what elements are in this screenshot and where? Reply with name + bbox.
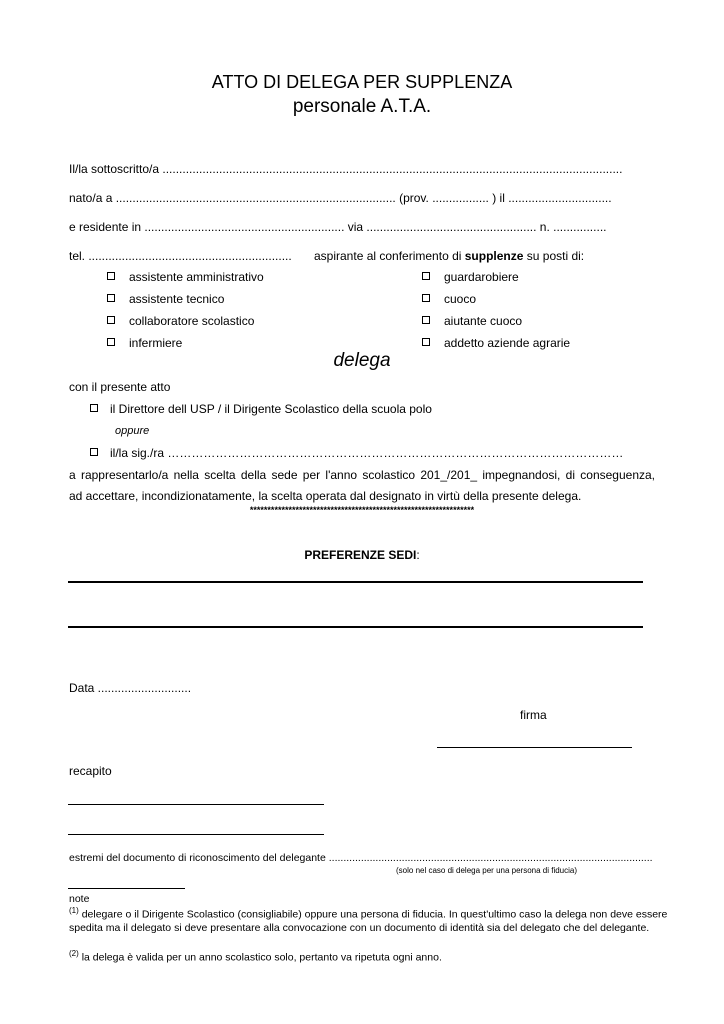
note-2: $^{(2)}$ la delega è valida per un anno scolastico solo, pertanto va ripetuta ogni anno. [69,949,442,964]
checkbox-icon[interactable] [90,448,98,456]
recapito-line-2[interactable] [68,834,324,835]
checkbox-icon[interactable] [107,338,115,346]
option-sig-ra[interactable]: il/la sig./ra …………………………………………………………………………………………………… [90,446,623,460]
field-residente[interactable]: e residente in ............................................................ via ................................................... n. ................ [69,220,607,234]
option-assistente-tecnico[interactable]: assistente tecnico [107,292,224,306]
preferenze-line-2[interactable] [68,626,643,628]
option-guardarobiere[interactable]: guardarobiere [422,270,519,284]
separator-stars: **************************************************************** [249,505,475,515]
note-1-line-1: $^{(1)}$ delegare o il Dirigente Scolastico (consigliabile) oppure una persona di fiducia. In quest'ultimo caso la delega non deve essere [69,906,668,921]
option-assistente-amministrativo[interactable]: assistente amministrativo [107,270,264,284]
checkbox-icon[interactable] [90,404,98,412]
firma-label: firma [520,708,547,722]
checkbox-icon[interactable] [422,338,430,346]
document-title: ATTO DI DELEGA PER SUPPLENZA [211,72,513,92]
checkbox-icon[interactable] [107,272,115,280]
notes-label: note [69,893,90,905]
preferenze-heading: PREFERENZE SEDI: [304,548,420,562]
checkbox-icon[interactable] [422,316,430,324]
option-addetto-aziende-agrarie[interactable]: addetto aziende agrarie [422,336,570,350]
recapito-label: recapito [69,764,112,778]
body-text-line-2: ad accettare, incondizionatamente, la scelta operata dal designato in virtù della presente delega. [69,489,582,503]
preferenze-line-1[interactable] [68,581,643,583]
checkbox-icon[interactable] [107,294,115,302]
estremi-note: (solo nel caso di delega per una persona di fiducia) [396,866,578,875]
checkbox-icon[interactable] [422,294,430,302]
body-text-line-1: a rappresentarlo/a nella scelta della sede per l'anno scolastico 201_/201_ impegnandosi, di conseguenza, [69,468,655,482]
checkbox-icon[interactable] [107,316,115,324]
oppure-text: oppure [115,425,150,437]
recapito-line-1[interactable] [68,804,324,805]
field-tel[interactable]: tel. ............................................................. [69,249,292,263]
option-infermiere[interactable]: infermiere [107,336,182,350]
field-nato-a[interactable]: nato/a a .................................................................................... (prov. ................. ) il ............................... [69,191,612,205]
data-field[interactable]: Data ............................ [69,681,192,695]
notes-divider [68,888,185,889]
note-1-line-2: spedita ma il delegato si deve presentare alla convocazione con un documento di identità sia del delegato che del delegante. [69,922,650,934]
firma-line[interactable] [437,747,632,748]
checkbox-icon[interactable] [422,272,430,280]
aspirante-text: aspirante al conferimento di supplenze su posti di: [314,249,585,263]
con-presente-atto: con il presente atto [69,380,171,394]
option-collaboratore-scolastico[interactable]: collaboratore scolastico [107,314,254,328]
document-subtitle: personale A.T.A. [292,96,432,117]
field-sottoscritto[interactable]: Il/la sottoscritto/a .......................................................................................................................................... [69,162,623,176]
option-cuoco[interactable]: cuoco [422,292,476,306]
option-direttore[interactable]: il Direttore dell USP / il Dirigente Scolastico della scuola polo [90,402,432,416]
option-aiutante-cuoco[interactable]: aiutante cuoco [422,314,522,328]
estremi-field[interactable]: estremi del documento di riconoscimento del delegante ............................................................................................................... [69,852,653,864]
delega-heading: delega [333,350,391,371]
